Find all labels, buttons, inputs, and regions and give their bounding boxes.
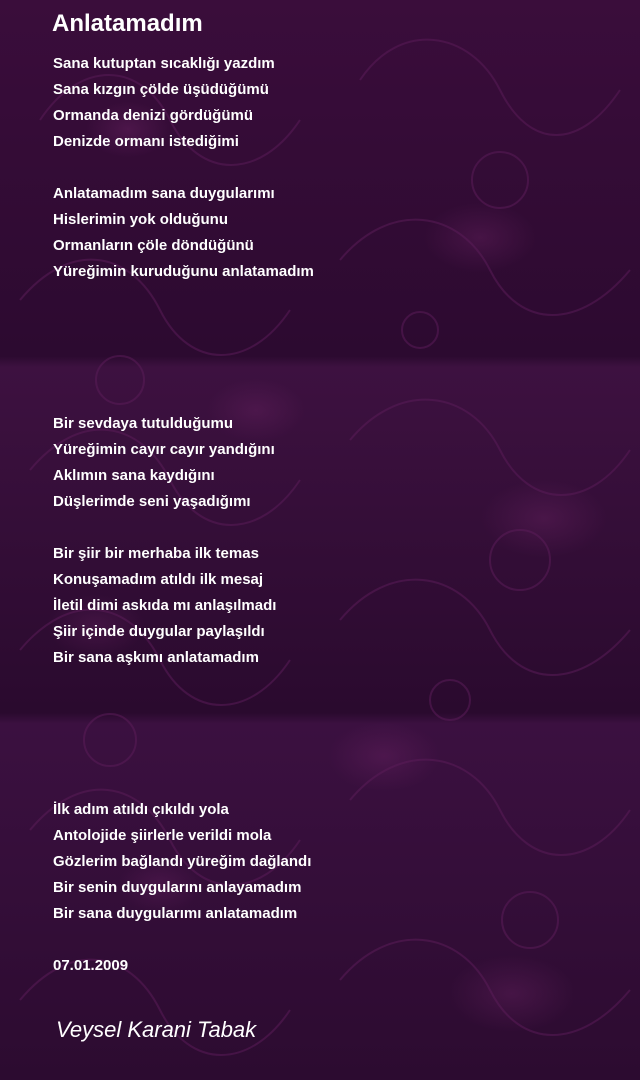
poem-line: Hislerimin yok olduğunu: [53, 211, 229, 228]
poem-line: Bir sana aşkımı anlatamadım: [53, 649, 259, 666]
stanza-3: [53, 411, 275, 515]
stanza-2: [53, 181, 314, 285]
poem-line: İletil dimi askıda mı anlaşılmadı: [53, 597, 277, 614]
poem-line: Anlatamadım sana duygularımı: [53, 185, 275, 202]
poem-line: Sana kutuptan sıcaklığı yazdım: [53, 55, 275, 72]
poem-line: Ormanda denizi gördüğümü: [53, 107, 254, 124]
poem-line: Şiir içinde duygular paylaşıldı: [53, 623, 265, 640]
poem-line: Konuşamadım atıldı ilk mesaj: [53, 571, 264, 588]
poem-line: Bir senin duygularını anlayamadım: [53, 879, 302, 896]
poem-line: Aklımın sana kaydığını: [53, 467, 215, 484]
poem-line: Sana kızgın çölde üşüdüğümü: [53, 81, 269, 98]
poem-line: Yüreğimin kuruduğunu anlatamadım: [53, 263, 314, 280]
poem-author: Veysel Karani Tabak: [56, 1017, 257, 1042]
poem-line: Bir sevdaya tutulduğumu: [53, 415, 234, 432]
poem-line: Bir şiir bir merhaba ilk temas: [53, 545, 259, 562]
poem-line: Denizde ormanı istediğimi: [53, 133, 239, 150]
poem-title: Anlatamadım: [52, 10, 203, 37]
poem-line: Bir sana duygularımı anlatamadım: [53, 905, 298, 922]
poem-line: Gözlerim bağlandı yüreğim dağlandı: [53, 853, 312, 870]
poem-line: İlk adım atıldı çıkıldı yola: [53, 801, 229, 818]
poem-line: Düşlerimde seni yaşadığımı: [53, 493, 251, 510]
stanza-1: [53, 51, 275, 155]
poem-line: Ormanların çöle döndüğünü: [53, 237, 254, 254]
stanza-5: [53, 797, 311, 927]
poem-date: 07.01.2009: [53, 957, 129, 974]
stanza-4: [53, 541, 276, 671]
poem-line: Yüreğimin cayır cayır yandığını: [53, 441, 275, 458]
poem-line: Antolojide şiirlerle verildi mola: [53, 827, 272, 844]
